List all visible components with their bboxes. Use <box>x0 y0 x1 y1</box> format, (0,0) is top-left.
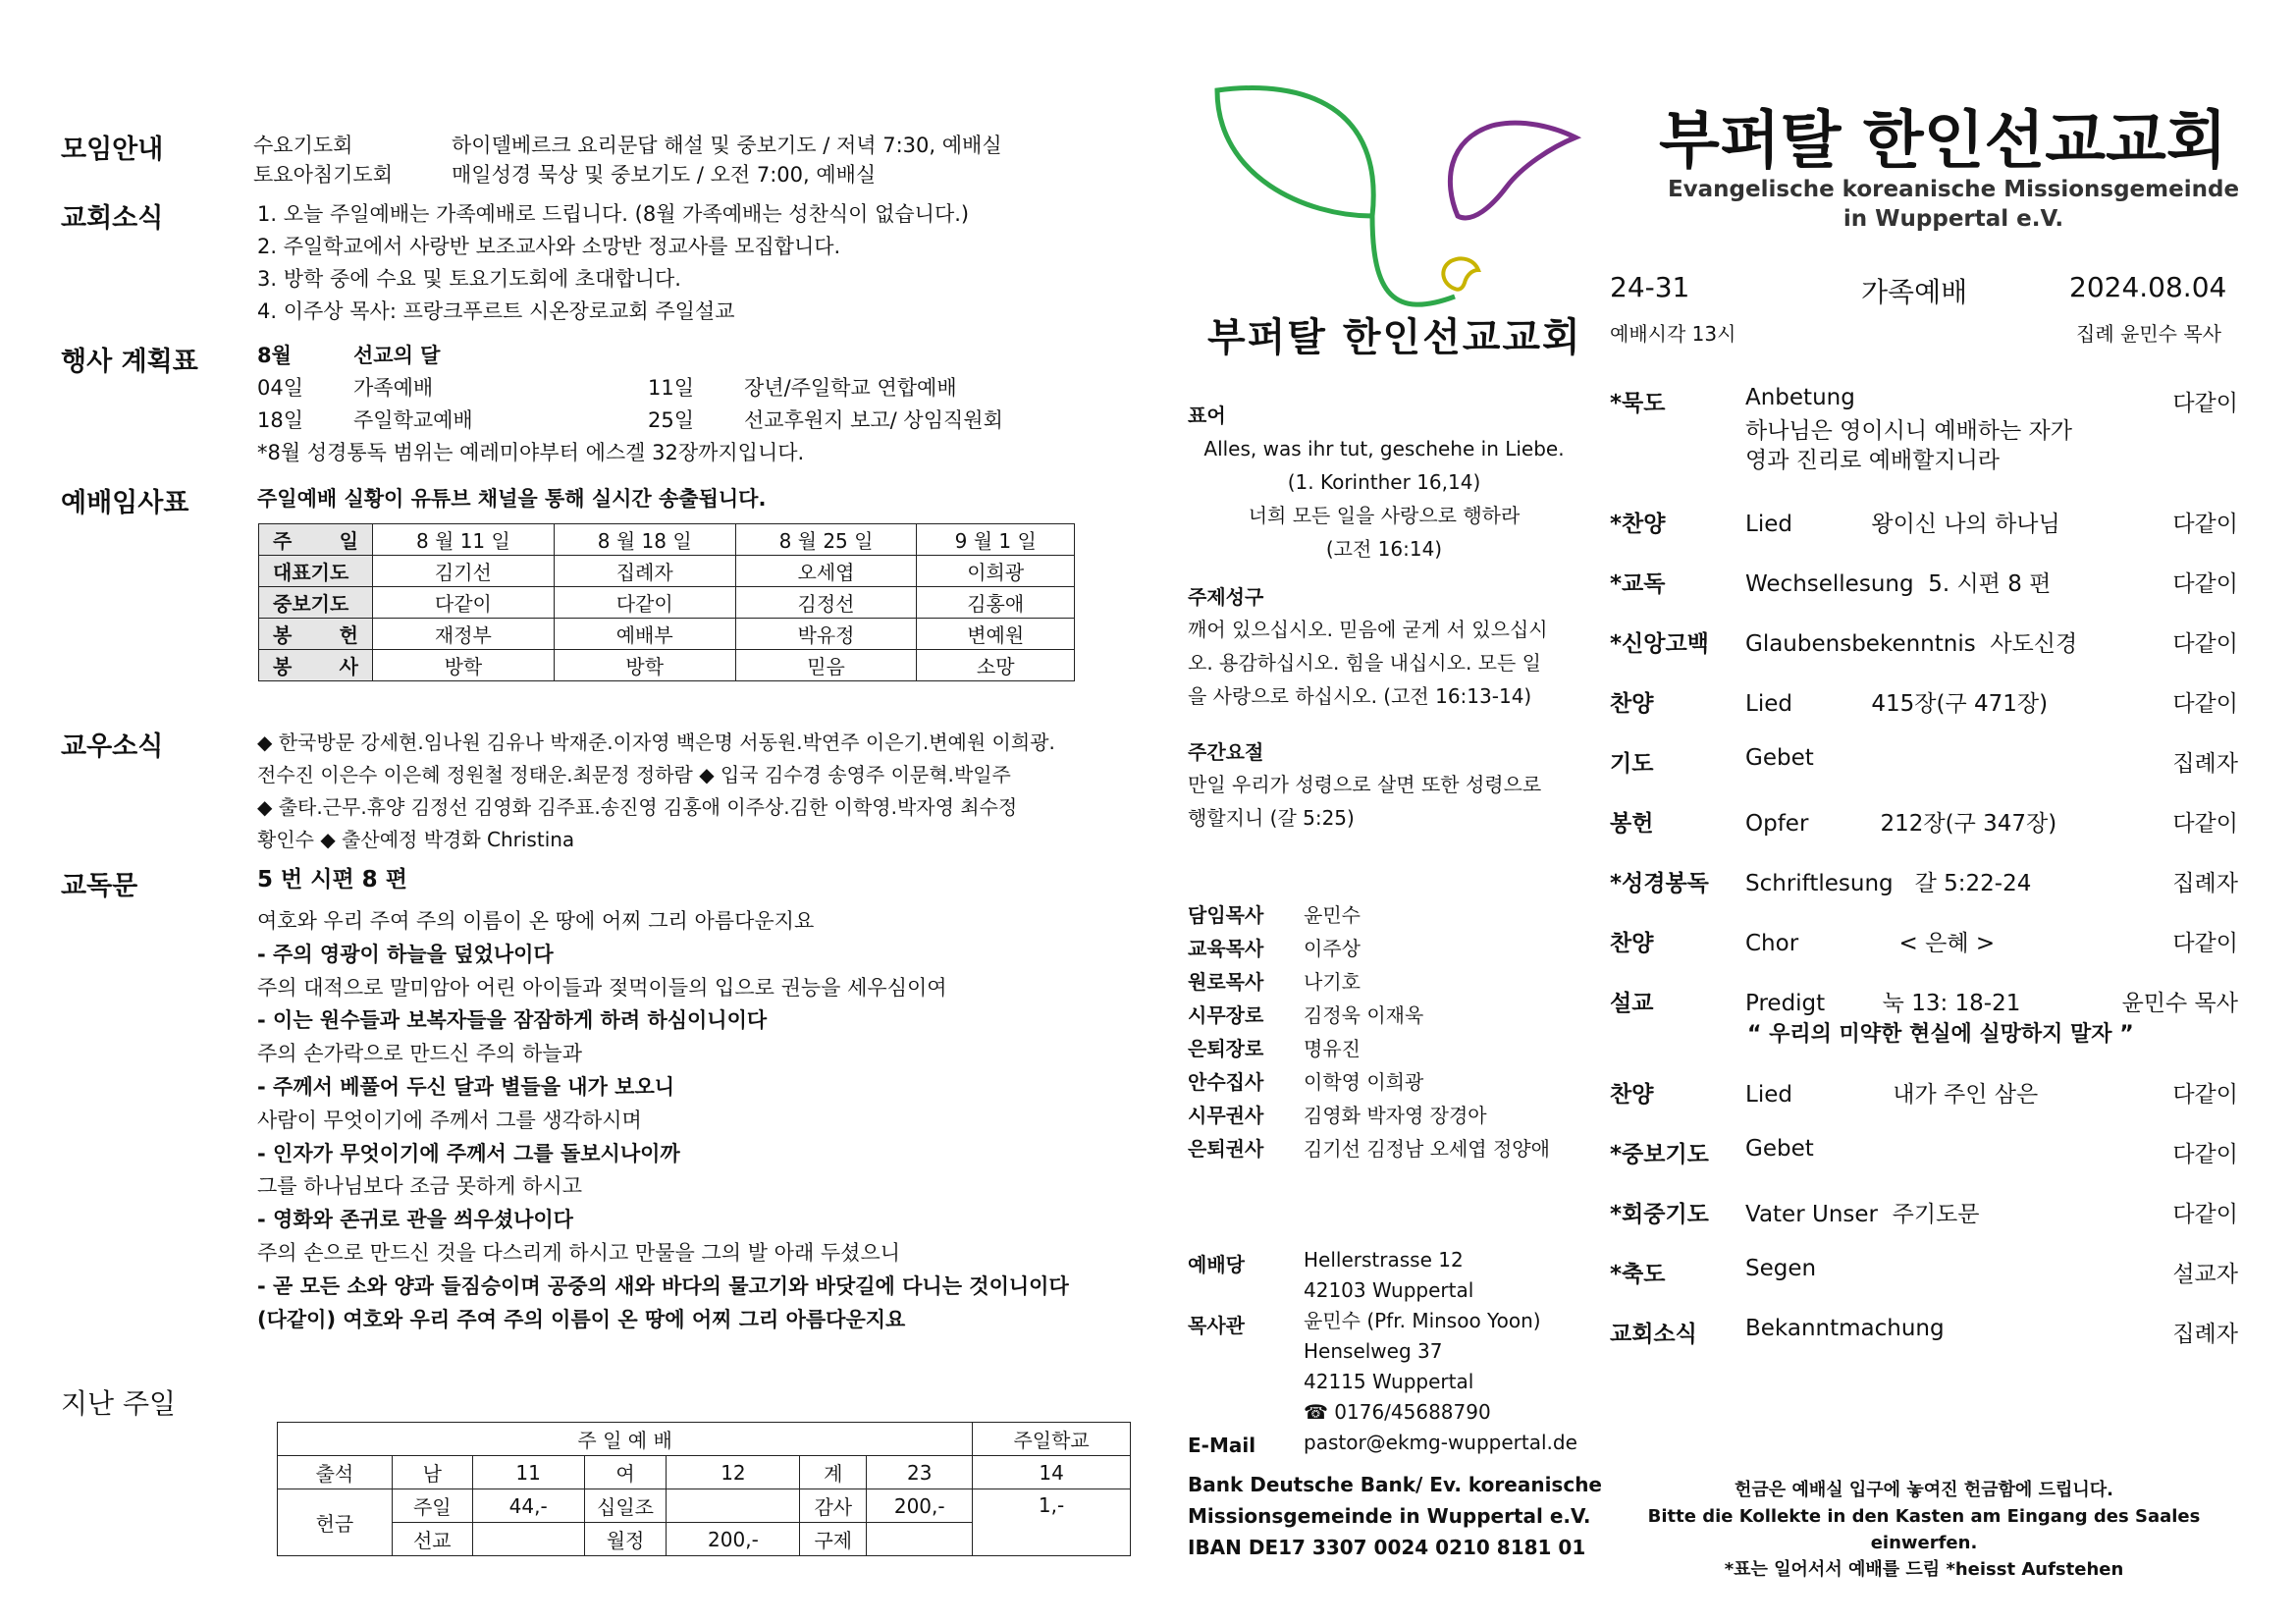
reading-title: 5 번 시편 8 편 <box>257 867 407 893</box>
notice-line: Bitte die Kollekte in den Kasten am Eingang des Saales einwerfen. <box>1647 1506 2201 1553</box>
motto-line: Alles, was ihr tut, geschehe in Liebe. <box>1203 437 1565 460</box>
male-count: 11 <box>472 1456 584 1489</box>
news-item: 4. 이주상 목사: 프랑크푸르트 시온장로교회 주일설교 <box>257 299 735 323</box>
reading-line: 여호와 우리 주여 주의 이름이 온 땅에 어찌 그리 아름다운지요 <box>257 909 815 933</box>
reading-line: 주의 대적으로 말미암아 어린 아이들과 젖먹이들의 입으로 권능을 세우심이여 <box>257 975 947 1000</box>
roster-cell: 믿음 <box>735 650 917 681</box>
staff-item: 안수집사 이학영 이희광 <box>1188 1070 1424 1094</box>
subtitle-line: Evangelische koreanische Missionsgemeinde <box>1667 177 2240 202</box>
roster-role: 봉 사 <box>259 650 373 681</box>
events-label: 행사 계획표 <box>61 347 198 377</box>
staff-item: 담임목사 윤민수 <box>1188 903 1361 927</box>
reading-line: - 주의 영광이 하늘을 덮었나이다 <box>257 942 554 966</box>
reading-line: 주의 손가락으로 만드신 주의 하늘과 <box>257 1042 582 1066</box>
reading-line: 그를 하나님보다 조금 못하게 하시고 <box>257 1174 582 1199</box>
members-line: ◆ 한국방문 강세현.임나원 김유나 박재준.이자영 백은명 서동원.박연주 이은기.변예원 이희광. <box>257 731 1055 754</box>
reading-line: - 영화와 존귀로 관을 씌우셨나이다 <box>257 1208 573 1232</box>
sunday-label: 주일 <box>392 1489 472 1523</box>
event-title: 선교후원지 보고/ 상임직원회 <box>744 408 1003 432</box>
reading-line: 주의 손으로 만드신 것을 다스리게 하시고 만물을 그의 발 아래 두셨으니 <box>257 1240 901 1265</box>
roster-date: 8 월 18 일 <box>554 524 735 556</box>
school-offering: 1,- <box>973 1489 1131 1556</box>
event-date: 18일 <box>257 408 304 432</box>
table-row <box>278 1423 1131 1456</box>
total-count: 23 <box>867 1456 973 1489</box>
meeting-name: 수요기도회 <box>253 134 353 157</box>
bank-line: Missionsgemeinde in Wuppertal e.V. <box>1188 1504 1591 1528</box>
reading-line: (다같이) 여호와 우리 주여 주의 이름이 온 땅에 어찌 그리 아름다운지요 <box>257 1307 906 1331</box>
pastor-address-line: 42115 Wuppertal <box>1304 1370 1474 1393</box>
bank-info <box>1188 1469 1602 1563</box>
roster-cell: 방학 <box>373 650 555 681</box>
staff-item: 은퇴권사 김기선 김정남 오세엽 정양애 <box>1188 1137 1550 1161</box>
bank-line: IBAN DE17 3307 0024 0210 8181 01 <box>1188 1536 1586 1559</box>
members-line: 전수진 이은수 이은혜 정원철 정태운.최문정 정하람 ◆ 입국 김수경 송영주 이문혁.박일주 <box>257 763 1011 786</box>
sermon-title: “ 우리의 미약한 현실에 실망하지 말자 ” <box>1747 1022 2134 1047</box>
service-leader: 집례 윤민수 목사 <box>2076 322 2221 346</box>
roster-date: 8 월 25 일 <box>735 524 917 556</box>
worship-header: 주 일 예 배 <box>278 1423 973 1456</box>
roster-cell: 오세엽 <box>735 556 917 587</box>
news-item: 2. 주일학교에서 사랑반 보조교사와 소망반 정교사를 모집합니다. <box>257 235 841 258</box>
roster-cell: 소망 <box>917 650 1075 681</box>
mission-label: 선교 <box>392 1523 472 1556</box>
roster-cell: 예배부 <box>554 619 735 650</box>
last-week-table <box>277 1422 1131 1556</box>
reading-line: 사람이 무엇이기에 주께서 그를 생각하시며 <box>257 1108 642 1132</box>
church-name: 부퍼탈 한인선교교회 <box>1659 105 2227 178</box>
members-line: ◆ 출타.근무.휴양 김정선 김영화 김주표.송진영 김홍애 이주상.김한 이학영.박자영 최수정 <box>257 795 1018 819</box>
events-note: *8월 성경통독 범위는 예레미야부터 에스겔 32장까지입니다. <box>257 441 805 464</box>
members-line: 황인수 ◆ 출산예정 박경화 Christina <box>257 828 575 851</box>
theme-line: 깨어 있으십시오. 믿음에 굳게 서 있으십시 <box>1188 618 1548 641</box>
roster-table <box>258 523 1075 681</box>
staff-item: 원로목사 나기호 <box>1188 970 1361 994</box>
reading-text <box>257 905 1069 1336</box>
motto-line: (고전 16:14) <box>1325 537 1443 561</box>
table-row <box>259 556 1075 587</box>
roster-cell: 박유정 <box>735 619 917 650</box>
sunday-amount: 44,- <box>472 1489 584 1523</box>
staff-item: 시무권사 김영화 박자영 장경아 <box>1188 1104 1487 1127</box>
roster-cell: 집례자 <box>554 556 735 587</box>
meetings-label: 모임안내 <box>61 135 164 165</box>
events-month: 8월 <box>257 344 292 367</box>
church-address-line: Hellerstrasse 12 <box>1304 1248 1464 1272</box>
roster-role: 대표기도 <box>259 556 373 587</box>
roster-note: 주일예배 실황이 유튜브 채널을 통해 실시간 송출됩니다. <box>257 487 767 511</box>
roster-cell: 김홍애 <box>917 587 1075 619</box>
pastor-address-label: 목사관 <box>1188 1314 1245 1337</box>
meeting-desc: 매일성경 묵상 및 중보기도 / 오전 7:00, 예배실 <box>452 163 877 187</box>
church-address-line: 42103 Wuppertal <box>1304 1278 1474 1302</box>
table-row <box>259 650 1075 681</box>
subtitle-line: in Wuppertal e.V. <box>1842 206 2064 232</box>
email-link[interactable]: pastor@ekmg-wuppertal.de <box>1304 1431 1577 1454</box>
theme-line: 을 사랑으로 하십시오. (고전 16:13-14) <box>1188 684 1532 708</box>
table-row <box>278 1456 1131 1489</box>
event-title: 주일학교예배 <box>353 408 473 432</box>
offering-label: 헌금 <box>278 1489 393 1556</box>
table-row <box>259 619 1075 650</box>
event-date: 25일 <box>648 408 695 432</box>
news-label: 교회소식 <box>61 203 164 234</box>
service-date: 2024.08.04 <box>2069 271 2227 303</box>
call-line: 하나님은 영이시니 예배하는 자가 <box>1745 418 2072 444</box>
theme-label: 주제성구 <box>1188 585 1264 609</box>
pastor-address-line: 윤민수 (Pfr. Minsoo Yoon) <box>1304 1309 1541 1332</box>
roster-cell: 김정선 <box>735 587 917 619</box>
roster-date: 9 월 1 일 <box>917 524 1075 556</box>
staff-list <box>1188 898 1550 1165</box>
offering-notice <box>1610 1477 2238 1583</box>
female-label: 여 <box>584 1456 667 1489</box>
table-row <box>278 1489 1131 1523</box>
news-item: 3. 방학 중에 수요 및 토요기도회에 초대합니다. <box>257 267 681 291</box>
roster-label: 예배임사표 <box>61 488 189 518</box>
relief-amount <box>867 1523 973 1556</box>
weekly-verse-label: 주간요절 <box>1188 740 1264 764</box>
last-week-label: 지난 주일 <box>61 1387 177 1420</box>
meeting-desc: 하이델베르크 요리문답 해설 및 중보기도 / 저녁 7:30, 예배실 <box>452 134 1002 157</box>
reading-line: - 인자가 무엇이기에 주께서 그를 돌보시나이까 <box>257 1141 680 1165</box>
staff-item: 은퇴장로 명유진 <box>1188 1037 1361 1060</box>
pastor-address-line: Henselweg 37 <box>1304 1339 1443 1363</box>
roster-role: 중보기도 <box>259 587 373 619</box>
roster-cell: 재정부 <box>373 619 555 650</box>
call-line: 영과 진리로 예배할지니라 <box>1745 448 2001 473</box>
call-to-worship <box>1745 416 2072 475</box>
reading-label: 교독문 <box>61 871 138 901</box>
roster-cell: 이희광 <box>917 556 1075 587</box>
email-label: E-Mail <box>1188 1434 1256 1457</box>
reading-line: - 주께서 베풀어 두신 달과 별들을 내가 보오니 <box>257 1074 675 1099</box>
church-subtitle <box>1629 175 2277 234</box>
event-title: 장년/주일학교 연합예배 <box>744 376 957 400</box>
bulletin-number: 24-31 <box>1610 271 1690 303</box>
theme-line: 오. 용감하십시오. 힘을 내십시오. 모든 일 <box>1188 651 1541 675</box>
members-label: 교우소식 <box>61 731 164 762</box>
theme-verse <box>1188 613 1548 713</box>
roster-cell: 변예원 <box>917 619 1075 650</box>
roster-date: 8 월 11 일 <box>373 524 555 556</box>
church-address-label: 예배당 <box>1188 1253 1245 1276</box>
table-row <box>259 587 1075 619</box>
thanks-label: 감사 <box>800 1489 867 1523</box>
tithe-amount <box>667 1489 800 1523</box>
roster-cell: 김기선 <box>373 556 555 587</box>
monthly-label: 월정 <box>584 1523 667 1556</box>
notice-line: 헌금은 예배실 입구에 놓여진 헌금함에 드립니다. <box>1735 1480 2113 1500</box>
attendance-label: 출석 <box>278 1456 393 1489</box>
reading-line: - 이는 원수들과 보복자들을 잠잠하게 하려 하심이니이다 <box>257 1008 768 1033</box>
event-date: 11일 <box>648 376 695 400</box>
notice-line: *표는 일어서서 예배를 드림 *heisst Aufstehen <box>1724 1559 2124 1580</box>
bank-line: Bank Deutsche Bank/ Ev. koreanische <box>1188 1473 1602 1496</box>
church-logo-icon <box>1198 69 1590 324</box>
news-item: 1. 오늘 주일예배는 가족예배로 드립니다. (8월 가족예배는 성찬식이 없습니다.) <box>257 202 970 226</box>
events-theme: 선교의 달 <box>353 344 441 367</box>
roster-cell: 다같이 <box>554 587 735 619</box>
monthly-amount: 200,- <box>667 1523 800 1556</box>
event-date: 04일 <box>257 376 304 400</box>
weekly-line: 만일 우리가 성령으로 살면 또한 성령으로 <box>1188 773 1542 796</box>
service-time: 예배시각 13시 <box>1610 322 1736 346</box>
total-label: 계 <box>800 1456 867 1489</box>
table-row <box>259 524 1075 556</box>
weekly-verse <box>1188 768 1541 835</box>
motto-line: 너희 모든 일을 사랑으로 행하라 <box>1248 504 1521 527</box>
school-header: 주일학교 <box>973 1423 1131 1456</box>
roster-role: 봉 헌 <box>259 619 373 650</box>
roster-header-label: 주 일 <box>259 524 373 556</box>
reading-line: - 곧 모든 소와 양과 들짐승이며 공중의 새와 바다의 물고기와 바닷길에 다니는 것이니이다 <box>257 1273 1069 1298</box>
school-attendance: 14 <box>973 1456 1131 1489</box>
male-label: 남 <box>392 1456 472 1489</box>
motto <box>1178 432 1590 566</box>
staff-item: 시무장로 김정욱 이재욱 <box>1188 1003 1424 1027</box>
logo-text: 부퍼탈 한인선교교회 <box>1207 315 1582 360</box>
roster-cell: 다같이 <box>373 587 555 619</box>
relief-label: 구제 <box>800 1523 867 1556</box>
weekly-line: 행할지니 (갈 5:25) <box>1188 806 1355 830</box>
thanks-amount: 200,- <box>867 1489 973 1523</box>
motto-line: (1. Korinther 16,14) <box>1287 470 1481 494</box>
event-title: 가족예배 <box>353 376 434 400</box>
pastor-phone: ☎ 0176/45688790 <box>1304 1400 1491 1424</box>
mission-amount <box>472 1523 584 1556</box>
meeting-name: 토요아침기도회 <box>253 163 394 187</box>
motto-label: 표어 <box>1188 404 1226 427</box>
staff-item: 교육목사 이주상 <box>1188 937 1361 960</box>
roster-cell: 방학 <box>554 650 735 681</box>
female-count: 12 <box>667 1456 800 1489</box>
service-type: 가족예배 <box>1861 276 1968 308</box>
tithe-label: 십일조 <box>584 1489 667 1523</box>
